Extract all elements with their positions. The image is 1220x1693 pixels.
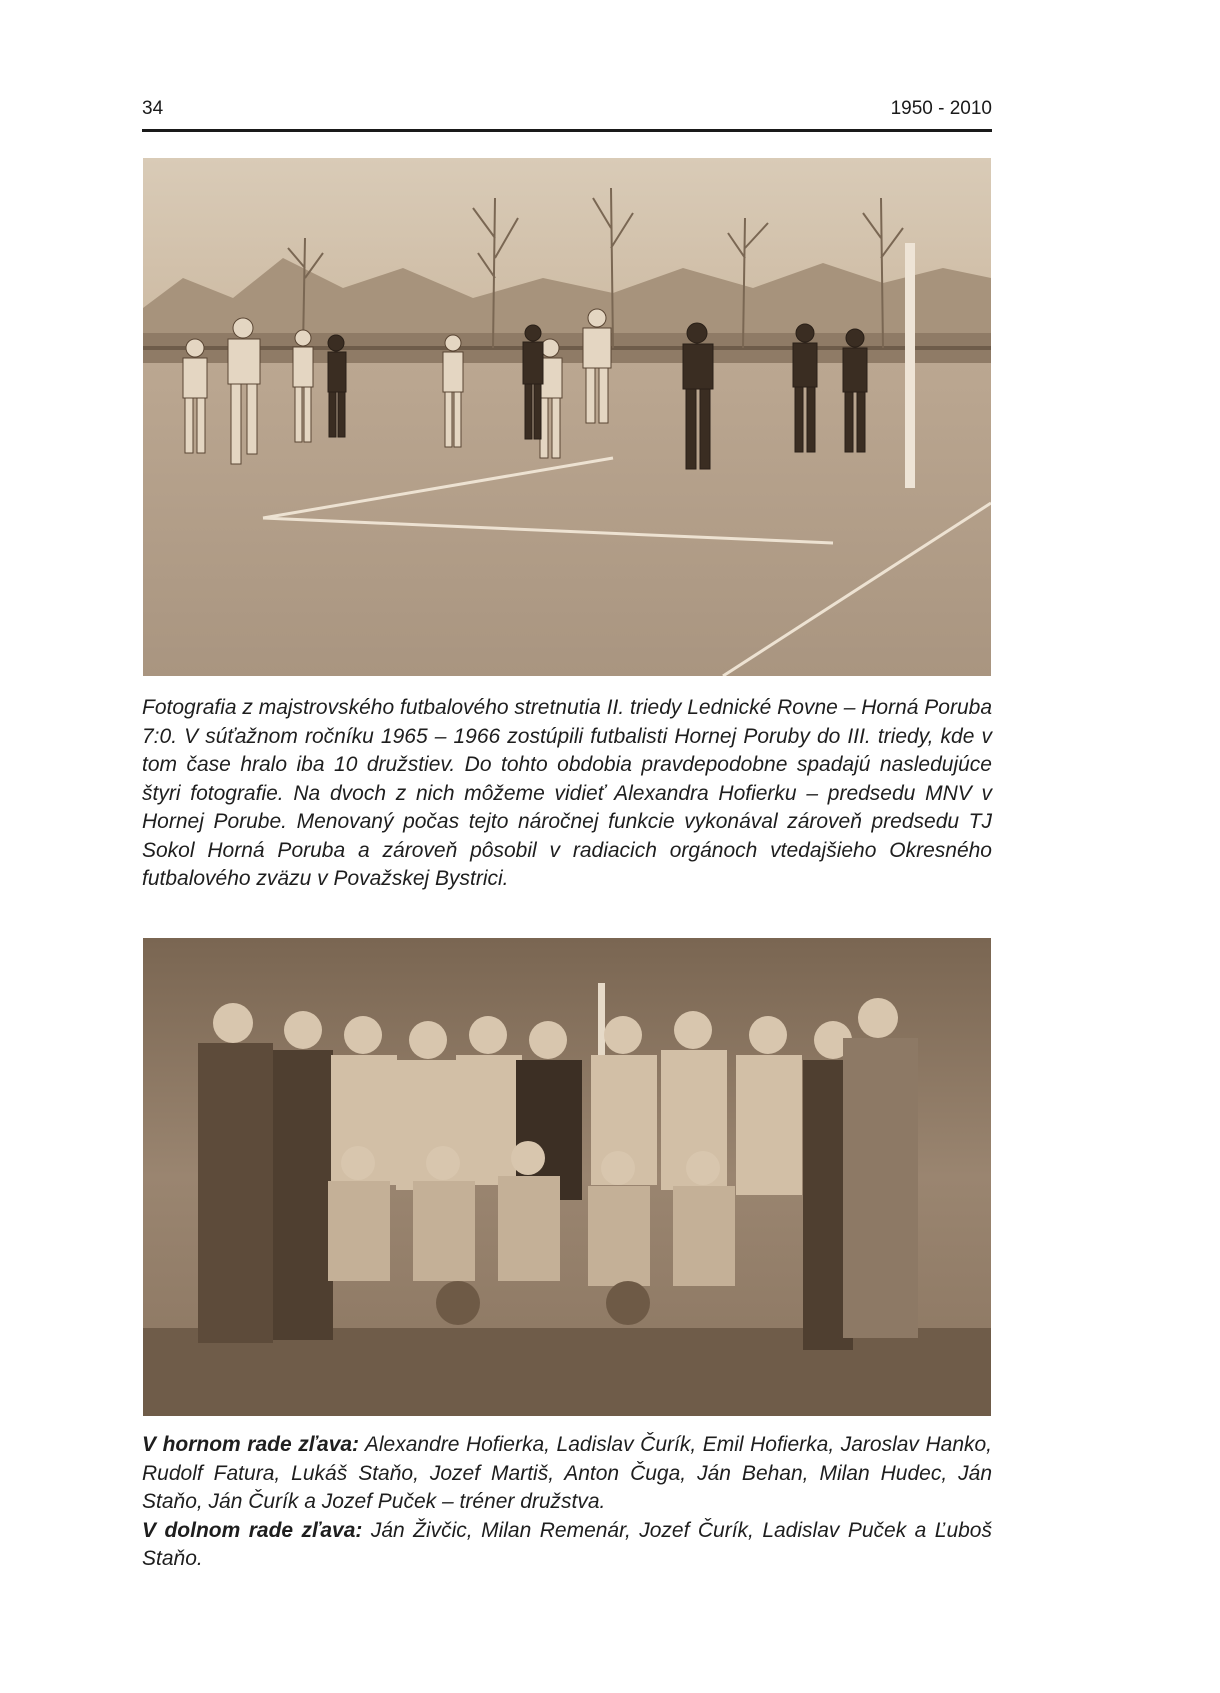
- top-row-names: Alexandre Hofierka, Ladislav Čurík, Emil Hofierka, Jaroslav Hanko, Rudolf Fatura, Lukáš Staňo, Jozef Martiš, Anton Čuga, Ján Behan, Milan Hudec, Ján Staňo, Ján Čurík a Jozef Puček – tréner družstva.: [142, 1433, 993, 1513]
- bottom-row-names: Ján Živčic, Milan Remenár, Jozef Čurík, Ladislav Puček a Ľuboš Staňo.: [142, 1518, 992, 1570]
- page-number: 34: [142, 98, 164, 119]
- header-year-range: 1950 - 2010: [890, 98, 992, 119]
- team-photo: [143, 938, 991, 1416]
- header-divider: [142, 129, 992, 132]
- match-caption-text: Fotografia z majstrovského futbalového stretnutia II. triedy Lednické Rovne – Horná Poruba 7:0. V súťažnom ročníku 1965 – 1966 zostúpili futbalisti Hornej Poruby do III. triedy, kde v tom čase hralo iba 10 družstiev. Do tohto obdobia pravdepodobne spadajú nasledujúce štyri fotografie. Na dvoch z nich môžeme vidieť Alexandra Hofierku – predsedu MNV v Hornej Porube. Menovaný počas tejto náročnej funkcie vykonával zároveň predsedu TJ Sokol Horná Poruba a zároveň pôsobil v radiacich orgánoch vtedajšieho Okresného futbalového zväzu v Považskej Bystrici.: [142, 696, 992, 890]
- match-photo-image: [143, 158, 991, 676]
- bottom-row-label: V dolnom rade zľava:: [142, 1518, 363, 1542]
- team-photo-caption: [142, 1431, 992, 1574]
- top-row-caption: [142, 1431, 992, 1517]
- match-photo: [143, 158, 991, 676]
- bottom-row-caption: [142, 1517, 992, 1574]
- team-photo-image: [143, 938, 991, 1416]
- top-row-label: V hornom rade zľava:: [142, 1433, 360, 1456]
- match-photo-caption: [142, 694, 992, 894]
